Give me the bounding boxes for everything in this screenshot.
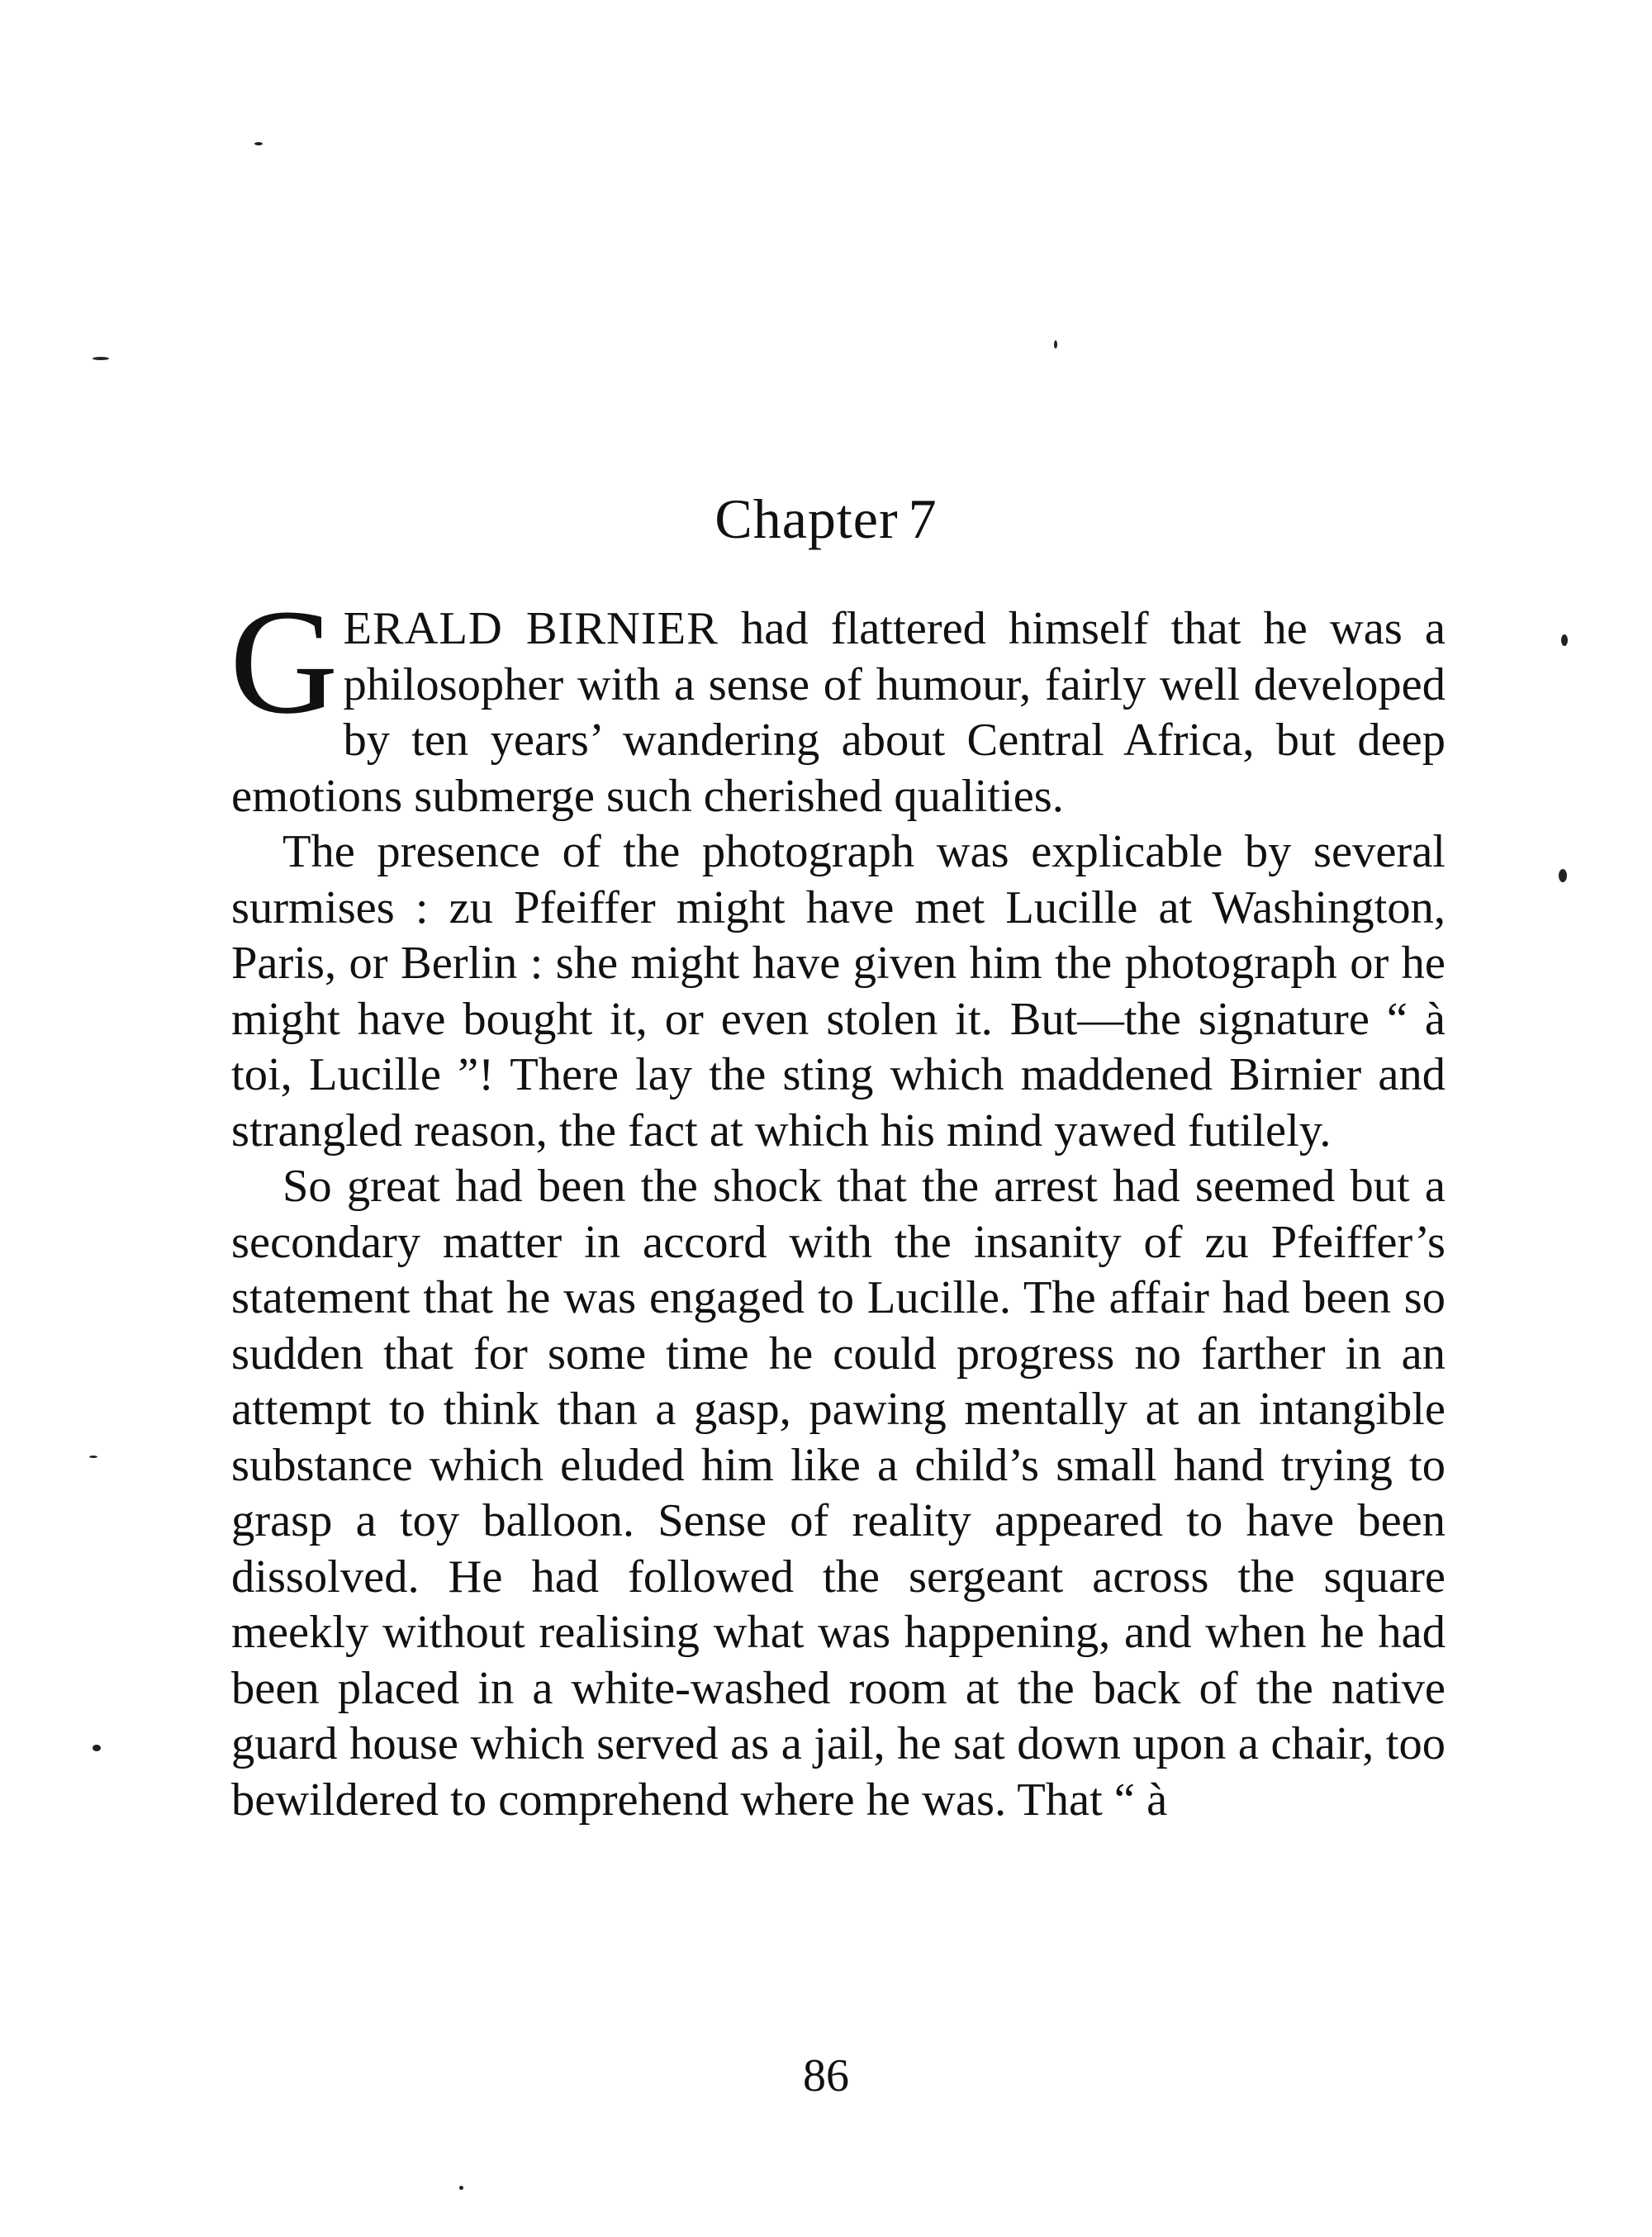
paragraph-2: The presence of the photograph was explicable by several surmises : zu Pfeiffer might have met Lucille at Washington, Paris, or Berlin : she might have given him the photograph or he might have bought it, or even stolen it. But—the signature “ à toi, Lucille ”! There lay the sting which maddened Birnier and strangled reason, the fact at which his mind yawed futilely. bbox=[231, 826, 1446, 1156]
scan-speck bbox=[93, 357, 109, 360]
paragraph-1-text: had flattered himself that he was a philosopher with a sense of humour, fairly well developed by ten years’ wandering about Central Africa, but deep emotions submerge such cherished qualities. bbox=[231, 603, 1446, 822]
chapter-number: 7 bbox=[908, 487, 938, 550]
scan-speck bbox=[254, 142, 263, 145]
chapter-label: Chapter bbox=[714, 487, 899, 550]
paragraph-3: So great had been the shock that the arrest had seemed but a secondary matter in accord with the insanity of zu Pfeiffer’s statement that he was engaged to Lucille. The affair had been so sudden that for some time he could progress no farther in an attempt to think than a gasp, pawing mentally at an intangible substance which eluded him like a child’s small hand trying to grasp a toy balloon. Sense of reality appeared to have been dissolved. He had followed the sergeant across the square meekly without realising what was happening, and when he had been placed in a white-washed room at the back of the native guard house which served as a jail, he sat down upon a chair, too bewildered to comprehend where he was. That “ à bbox=[231, 1161, 1446, 1826]
paragraph-1 bbox=[230, 579, 1446, 824]
chapter-heading bbox=[0, 486, 1652, 552]
scan-speck bbox=[1561, 634, 1568, 646]
drop-cap: G bbox=[230, 579, 339, 745]
scan-speck bbox=[459, 2186, 463, 2190]
scan-speck bbox=[93, 1745, 101, 1751]
page-number: 86 bbox=[803, 2050, 849, 2102]
scan-speck bbox=[1054, 340, 1057, 349]
body-text bbox=[230, 579, 1446, 1828]
scan-speck bbox=[89, 1456, 97, 1458]
paragraph-1-lead: ERALD BIRNIER bbox=[343, 603, 719, 654]
scan-speck bbox=[1559, 869, 1567, 882]
